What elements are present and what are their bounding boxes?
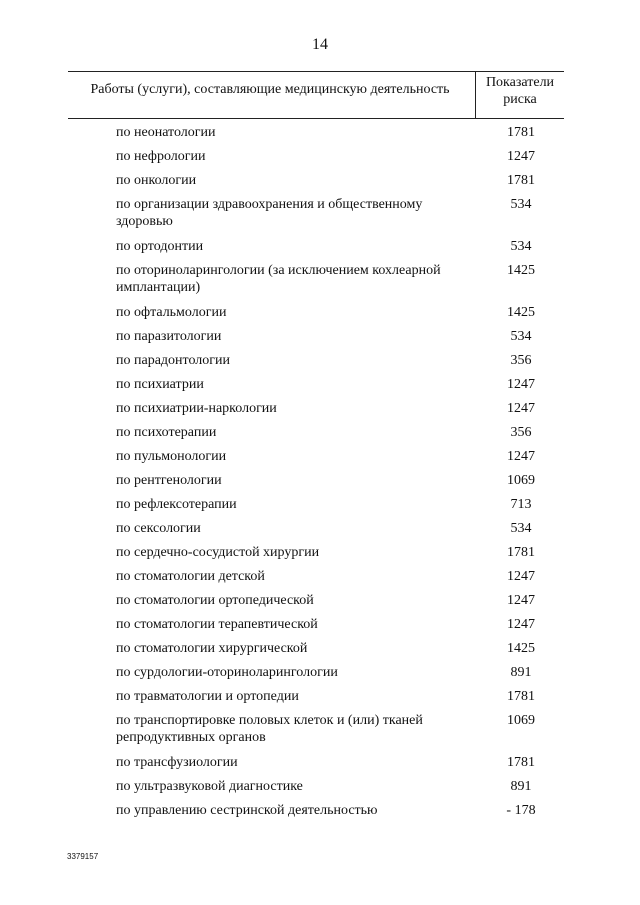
table-row xyxy=(0,496,640,520)
table-row xyxy=(0,544,640,568)
row-risk-value: 1781 xyxy=(507,545,535,560)
row-label: по управлению сестринской деятельностью xyxy=(116,803,378,818)
table-row xyxy=(0,754,640,778)
table-row xyxy=(0,778,640,802)
table-row xyxy=(0,148,640,172)
row-label: по травматологии и ортопедии xyxy=(116,689,299,704)
row-label: по организации здравоохранения и общественному здоровью xyxy=(116,197,423,229)
row-label: по пульмонологии xyxy=(116,449,227,464)
row-risk-value: 1781 xyxy=(507,689,535,704)
table-row xyxy=(0,472,640,496)
row-risk-value: 713 xyxy=(510,497,532,512)
row-label: по стоматологии детской xyxy=(116,569,265,584)
table-row xyxy=(0,196,640,238)
row-label: по психиатрии xyxy=(116,377,204,392)
table-row xyxy=(0,328,640,352)
row-risk-value: 1425 xyxy=(507,305,535,320)
table-row xyxy=(0,640,640,664)
page-number: 14 xyxy=(312,36,328,53)
row-label: по ортодонтии xyxy=(116,239,204,254)
row-risk-value: 1069 xyxy=(507,713,535,728)
row-label: по оториноларингологии (за исключением кохлеарной имплантации) xyxy=(116,263,441,295)
row-label: по ультразвуковой диагностике xyxy=(116,779,303,794)
table-row xyxy=(0,352,640,376)
table-row xyxy=(0,712,640,754)
table-row xyxy=(0,238,640,262)
row-risk-value: 534 xyxy=(510,521,532,536)
table-row xyxy=(0,592,640,616)
table-row xyxy=(0,172,640,196)
row-risk-value: 891 xyxy=(510,779,532,794)
row-risk-value: 1247 xyxy=(507,377,535,392)
row-risk-value: 1069 xyxy=(507,473,535,488)
row-risk-value: 356 xyxy=(510,425,532,440)
row-risk-value: 534 xyxy=(510,329,532,344)
table-row xyxy=(0,688,640,712)
row-risk-value: 891 xyxy=(510,665,532,680)
column-header-works: Работы (услуги), составляющие медицинскую деятельность xyxy=(90,82,450,97)
row-risk-value: 534 xyxy=(510,197,532,212)
row-label: по сердечно-сосудистой хирургии xyxy=(116,545,320,560)
table-row xyxy=(0,448,640,472)
row-label: по стоматологии хирургической xyxy=(116,641,308,656)
row-label: по транспортировке половых клеток и (или) тканей репродуктивных органов xyxy=(116,713,423,745)
table-body xyxy=(0,124,640,826)
row-risk-value: - 178 xyxy=(506,803,536,818)
table-row xyxy=(0,664,640,688)
row-label: по онкологии xyxy=(116,173,197,188)
row-risk-value: 1425 xyxy=(507,263,535,278)
row-risk-value: 1247 xyxy=(507,569,535,584)
row-label: по нефрологии xyxy=(116,149,206,164)
row-label: по паразитологии xyxy=(116,329,222,344)
row-label: по неонатологии xyxy=(116,125,216,140)
row-risk-value: 1781 xyxy=(507,125,535,140)
row-label: по сурдологии-оториноларингологии xyxy=(116,665,338,680)
row-label: по парадонтологии xyxy=(116,353,230,368)
row-risk-value: 1247 xyxy=(507,401,535,416)
row-risk-value: 534 xyxy=(510,239,532,254)
table-row xyxy=(0,424,640,448)
row-label: по рефлексотерапии xyxy=(116,497,237,512)
row-label: по стоматологии ортопедической xyxy=(116,593,314,608)
table-row xyxy=(0,262,640,304)
table-row xyxy=(0,304,640,328)
row-risk-value: 1247 xyxy=(507,449,535,464)
row-risk-value: 356 xyxy=(510,353,532,368)
row-risk-value: 1781 xyxy=(507,755,535,770)
row-label: по трансфузиологии xyxy=(116,755,238,770)
row-risk-value: 1247 xyxy=(507,593,535,608)
table-header-rule xyxy=(68,118,564,119)
table-row xyxy=(0,376,640,400)
table-row xyxy=(0,802,640,826)
column-header-risk: Показатели риска xyxy=(485,75,555,107)
row-risk-value: 1247 xyxy=(507,617,535,632)
table-top-rule xyxy=(68,71,564,72)
row-label: по рентгенологии xyxy=(116,473,222,488)
row-label: по психиатрии-наркологии xyxy=(116,401,277,416)
row-risk-value: 1781 xyxy=(507,173,535,188)
table-row xyxy=(0,400,640,424)
table-row xyxy=(0,520,640,544)
row-label: по стоматологии терапевтической xyxy=(116,617,318,632)
row-risk-value: 1425 xyxy=(507,641,535,656)
table-row xyxy=(0,568,640,592)
document-code: 3379157 xyxy=(67,852,99,861)
table-row xyxy=(0,616,640,640)
row-label: по психотерапии xyxy=(116,425,217,440)
row-label: по офтальмологии xyxy=(116,305,227,320)
table-row xyxy=(0,124,640,148)
row-label: по сексологии xyxy=(116,521,201,536)
row-risk-value: 1247 xyxy=(507,149,535,164)
